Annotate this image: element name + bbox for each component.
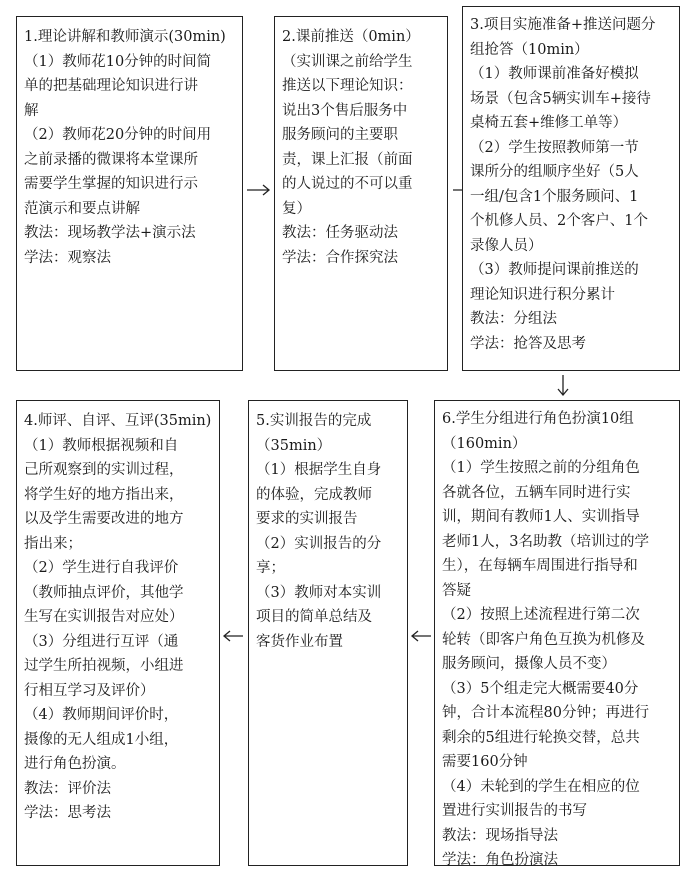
step-box-1-theory-demo [16,16,243,371]
box1-line: 1.理论讲解和教师演示(30min) [24,29,226,45]
box5-line: （3）教师对本实训 [256,584,382,601]
box6-line: （2）按照上述流程进行第二次 [442,607,640,623]
box4-line: 将学生好的地方指出来， [24,486,184,503]
box6-line: （4）未轮到的学生在相应的位 [442,778,640,795]
box3-line: 教法：分组法 [470,311,557,327]
box4-line: 以及学生需要改进的地方 [24,511,184,527]
box2-line: 学法：合作探究法 [282,249,398,266]
box5-line: （35min） [256,437,332,454]
box4-line: （3）分组进行互评（通 [24,633,179,650]
box6-line: 答疑 [442,582,471,599]
box4-line: （4）教师期间评价时， [24,707,179,723]
box5-line: 的体验，完成教师 [256,486,372,503]
box2-line: 服务顾问的主要职 [282,127,398,143]
box3-line: 理论知识进行积分累计 [470,286,615,303]
step-box-5-training-report [248,400,408,866]
step-box-3-project-prep [462,6,680,371]
box5-line: 享； [256,560,285,576]
box3-line: 场景（包含5辆实训车+接待 [470,90,651,107]
box2-line: 推送以下理论知识： [282,78,413,94]
box3-line: 3.项目实施准备+推送问题分 [470,17,656,33]
arrow-left-icon [222,630,244,642]
box4-line: 学法：思考法 [24,805,111,821]
box1-line: （1）教师花10分钟的时间简 [24,53,212,70]
box4-line: 摄像的无人组成1小组， [24,731,179,748]
box3-line: 录像人员） [470,237,543,254]
box6-line: 训，期间有教师1人、实训指导 [442,509,640,525]
box4-line: 4.师评、自评、互评(35min) [24,413,212,429]
box3-line: 一组/包含1个服务顾问、1 [470,188,639,205]
box1-line: 需要学生掌握的知识进行示 [24,176,198,192]
box5-line: 客货作业布置 [256,633,343,650]
box3-line: 组抢答（10min） [470,41,589,58]
box1-line: （2）教师花20分钟的时间用 [24,127,212,143]
step-box-2-pre-class-push [274,16,448,371]
box3-line: （1）教师课前准备好模拟 [470,66,639,82]
box6-line: 置进行实训报告的书写 [442,803,587,819]
box2-line: 责，课上汇报（前面 [282,151,413,168]
box1-line: 解 [24,102,39,119]
box3-line: 学法：抢答及思考 [470,335,586,352]
box6-line: 老师1人，3名助教（培训过的学 [442,533,649,550]
box6-line: 6.学生分组进行角色扮演10组 [442,411,634,427]
box6-line: （160min） [442,435,527,452]
box3-line: （3）教师提问课前推送的 [470,262,639,278]
box6-line: 剩余的5组进行轮换交替，总共 [442,729,640,746]
box5-line: 要求的实训报告 [256,511,358,527]
box6-line: （3）5个组走完大概需要40分 [442,680,639,697]
box4-line: （2）学生进行自我评价 [24,560,179,576]
box2-line: 的人说过的不可以重 [282,176,413,192]
step-box-6-role-play [434,400,680,866]
step-box-4-evaluation [16,400,220,866]
box6-line: 需要160分钟 [442,754,528,770]
arrow-right-icon [246,184,272,196]
box5-line: 项目的简单总结及 [256,609,372,625]
box5-line: （2）实训报告的分 [256,535,382,552]
box4-line: 进行角色扮演。 [24,756,126,772]
box4-line: 过学生所拍视频，小组进 [24,658,184,674]
box6-line: 服务顾问，摄像人员不变） [442,656,616,672]
box2-line: （实训课之前给学生 [282,53,413,70]
box3-line: 课所分的组顺序坐好（5人 [470,164,639,180]
box5-line: （1）根据学生自身 [256,462,382,478]
box5-line: 5.实训报告的完成 [256,413,372,429]
box6-line: 各就各位，五辆车同时进行实 [442,484,631,501]
box1-line: 学法：观察法 [24,249,111,266]
box6-line: 教法：现场指导法 [442,827,558,844]
box3-line: 个机修人员、2个客户、1个 [470,213,648,229]
box4-line: （1）教师根据视频和自 [24,437,179,454]
box3-line: （2）学生按照教师第一节 [470,139,639,156]
box1-line: 之前录播的微课将本堂课所 [24,151,198,168]
box4-line: （教师抽点评价，其他学 [24,584,184,601]
box3-line: 桌椅五套+维修工单等） [470,115,628,131]
box4-line: 己所观察到的实训过程， [24,462,184,478]
box2-line: 教法：任务驱动法 [282,225,398,241]
box1-line: 教法：现场教学法+演示法 [24,225,196,241]
box4-line: 教法：评价法 [24,780,111,797]
box2-line: 复） [282,200,311,217]
box6-line: 生），在每辆车周围进行指导和 [442,558,638,574]
box6-line: 学法：角色扮演法 [442,852,558,868]
arrow-down-icon [556,374,570,398]
box4-line: 行相互学习及评价） [24,682,155,699]
box6-line: 钟，合计本流程80分钟；再进行 [442,705,649,721]
box1-line: 单的把基础理论知识进行讲 [24,78,198,94]
box2-line: 说出3个售后服务中 [282,102,408,119]
arrow-left-icon [410,630,432,642]
box1-line: 范演示和要点讲解 [24,200,140,217]
box4-line: 指出来； [24,535,82,552]
box6-line: 轮转（即客户角色互换为机修及 [442,631,645,648]
box6-line: （1）学生按照之前的分组角色 [442,460,640,476]
box4-line: 生写在实训报告对应处） [24,609,184,625]
box2-line: 2.课前推送（0min） [282,29,420,45]
